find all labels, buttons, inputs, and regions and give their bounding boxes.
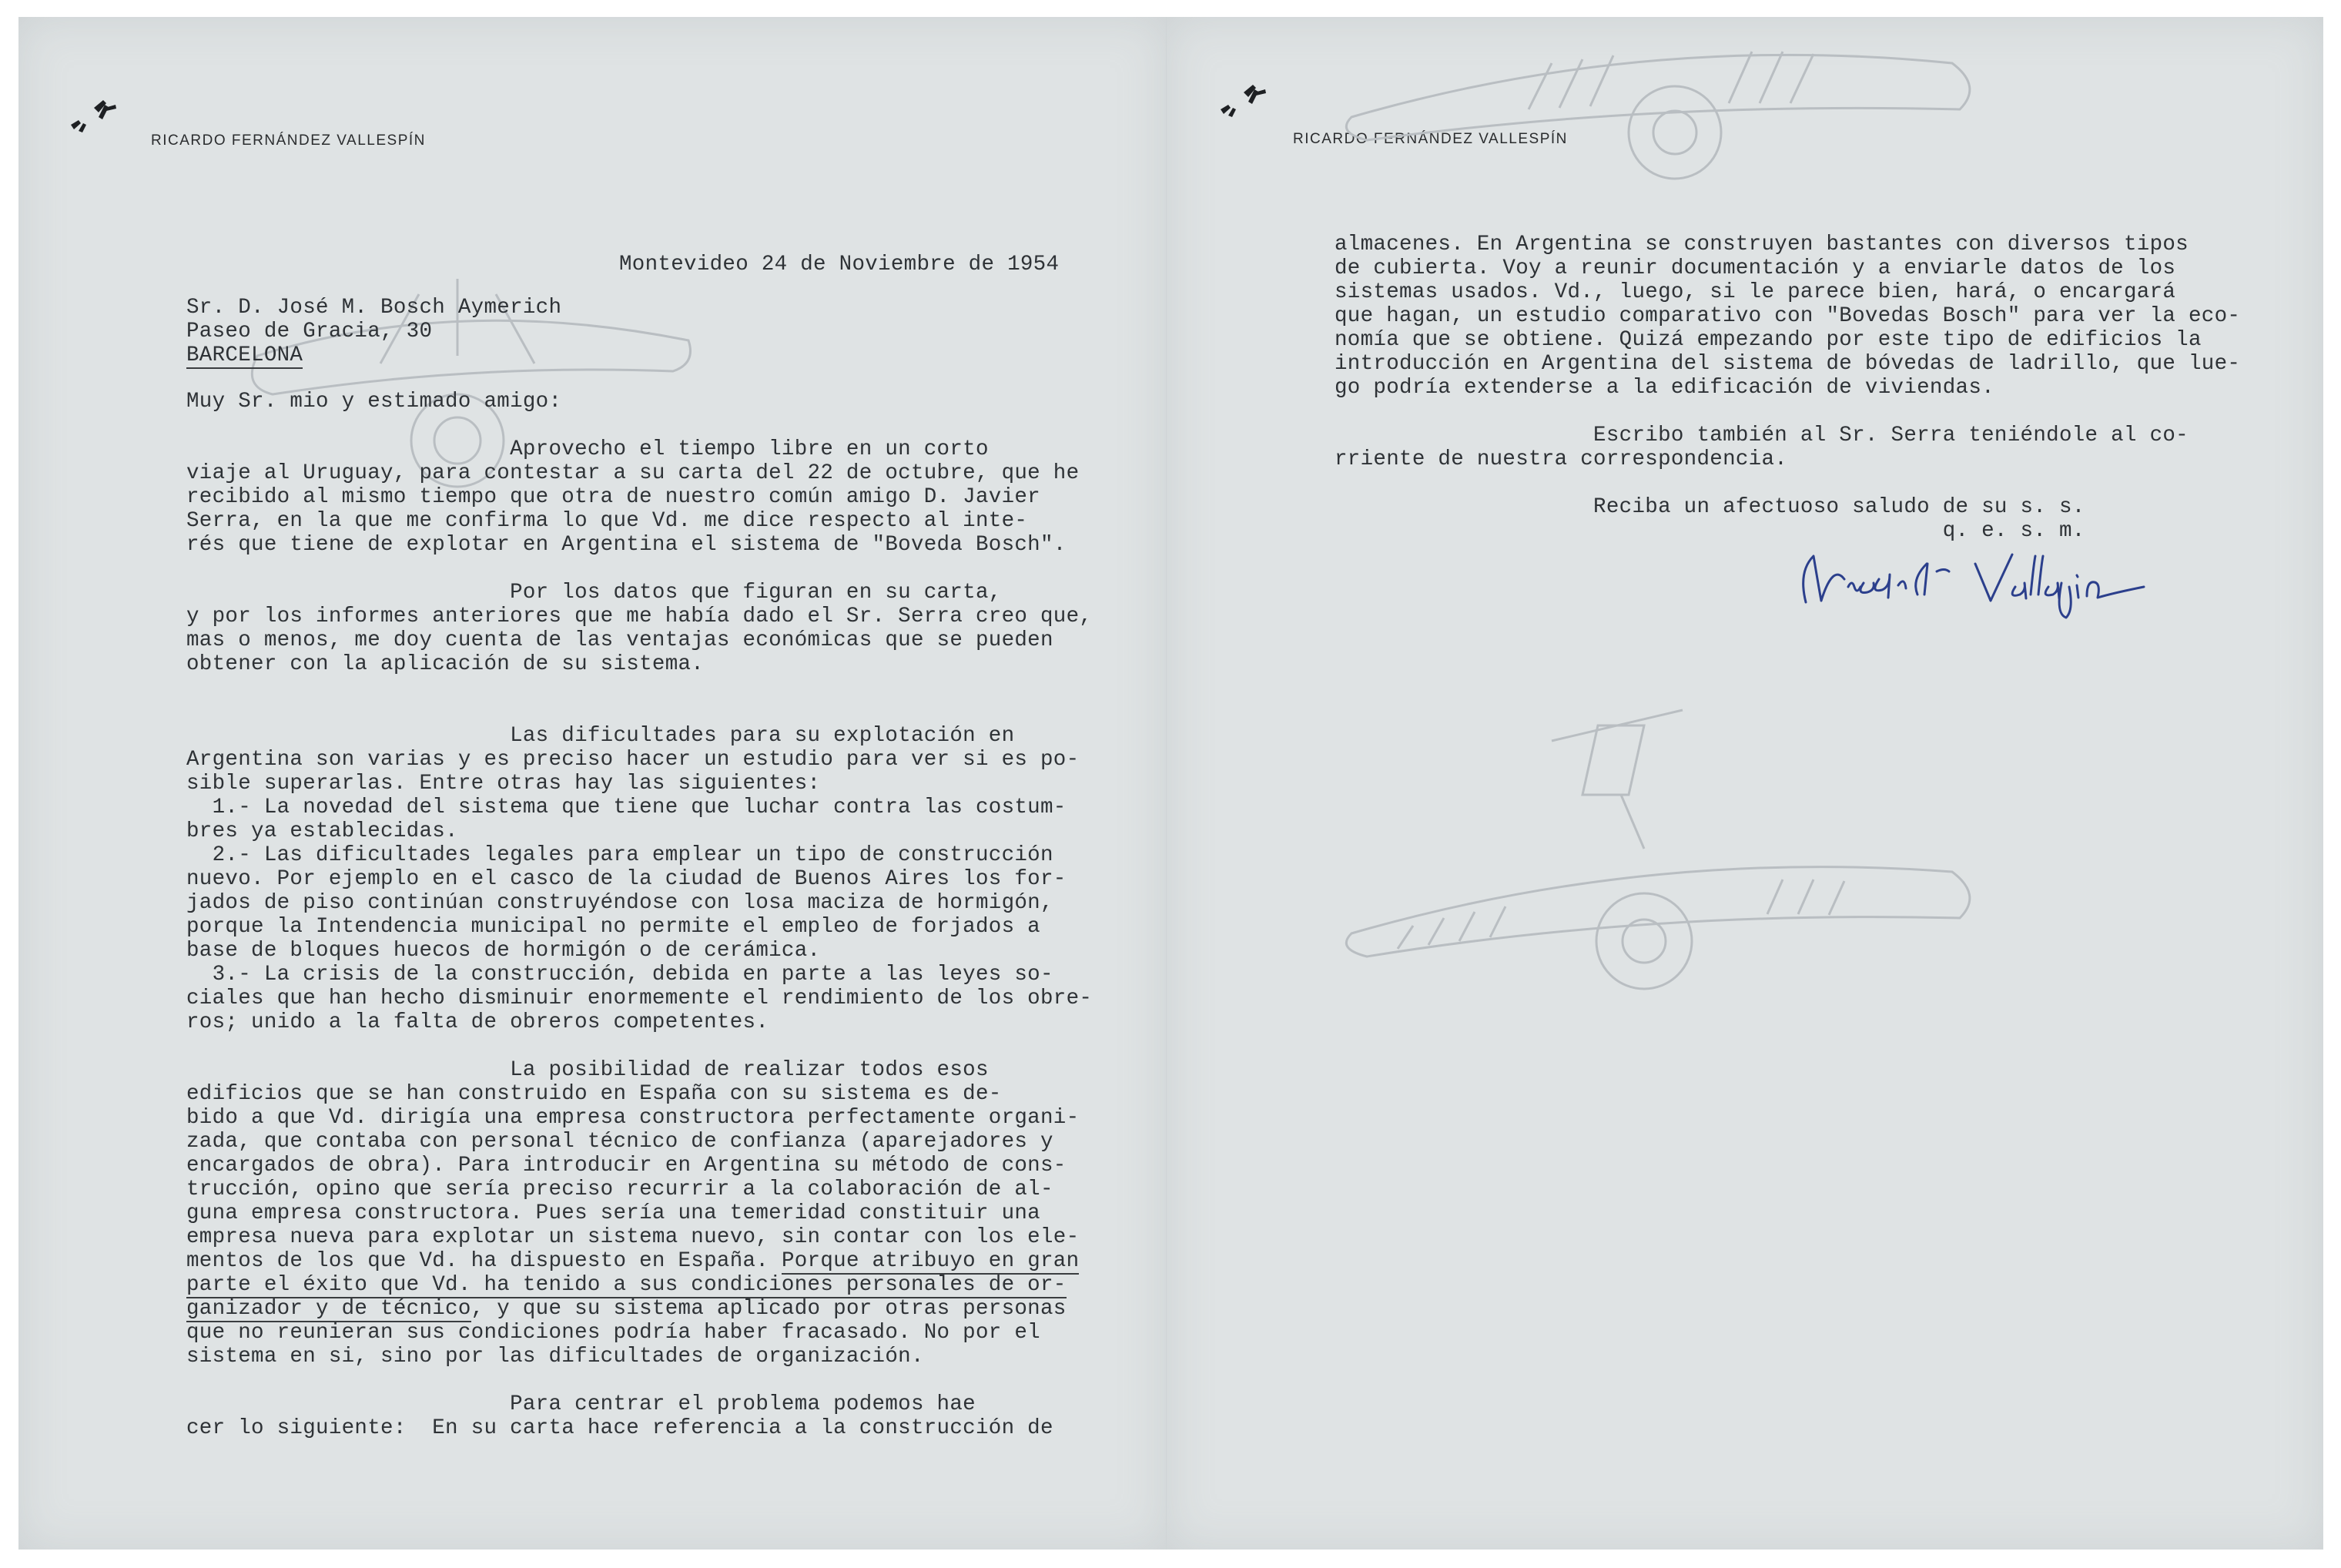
text-line: bido a que Vd. dirigía una empresa constructora perfectamente organi- xyxy=(186,1106,1080,1130)
salutation: Muy Sr. mio y estimado amigo: xyxy=(186,390,562,414)
text-line: Escribo también al Sr. Serra teniéndole al co- xyxy=(1335,424,2189,447)
text-line: ros; unido a la falta de obreros competentes. xyxy=(186,1010,769,1034)
text-line: viaje al Uruguay, para contestar a su carta del 22 de octubre, que he xyxy=(186,461,1080,485)
text-line: q. e. s. m. xyxy=(1335,519,2085,543)
text-line: sistema en si, sino por las dificultades de organización. xyxy=(186,1345,924,1369)
letter-page-2 xyxy=(1166,17,2323,1550)
recipient-line-2: Paseo de Gracia, 30 xyxy=(186,320,433,343)
text-line: jados de piso continúan construyéndose con losa maciza de hormigón, xyxy=(186,891,1053,915)
text-line: Las dificultades para su explotación en xyxy=(186,724,1015,748)
text-line: recibido al mismo tiempo que otra de nuestro común amigo D. Javier xyxy=(186,485,1040,509)
text-line: cer lo siguiente: En su carta hace referencia a la construcción de xyxy=(186,1416,1053,1440)
text-line: La posibilidad de realizar todos esos xyxy=(186,1058,989,1082)
text-line: edificios que se han construido en España con su sistema es de- xyxy=(186,1082,1002,1106)
text-line: de cubierta. Voy a reunir documentación y a enviarle datos de los xyxy=(1335,256,2176,280)
text-line: nomía que se obtiene. Quizá empezando por este tipo de edificios la xyxy=(1335,328,2202,352)
letter-page-1 xyxy=(18,17,1166,1550)
letterhead-name: RICARDO FERNÁNDEZ VALLESPÍN xyxy=(151,132,426,149)
text-line: introducción en Argentina del sistema de bóvedas de ladrillo, que lue- xyxy=(1335,352,2241,376)
text-line: sible superarlas. Entre otras hay las siguientes: xyxy=(186,772,821,796)
letterhead-logo-icon xyxy=(1214,69,1270,125)
text-line: bres ya establecidas. xyxy=(186,819,458,843)
text-line: que no reunieran sus condiciones podría haber fracasado. No por el xyxy=(186,1321,1040,1345)
text-line: Reciba un afectuoso saludo de su s. s. xyxy=(1335,495,2085,519)
text-line: Por los datos que figuran en su carta, xyxy=(186,581,1002,605)
text-line: porque la Intendencia municipal no permite el empleo de forjados a xyxy=(186,915,1040,939)
underlined-text: ganizador y de técnico xyxy=(186,1297,471,1321)
text-line: base de bloques huecos de hormigón o de cerámica. xyxy=(186,939,821,963)
text-line xyxy=(186,1273,1067,1297)
recipient-line-3 xyxy=(186,343,303,367)
text-line: Serra, en la que me confirma lo que Vd. me dice respecto al inte- xyxy=(186,509,1028,533)
text-line: rés que tiene de explotar en Argentina el sistema de "Boveda Bosch". xyxy=(186,533,1067,557)
text-line: encargados de obra). Para introducir en Argentina su método de cons- xyxy=(186,1154,1067,1178)
text-line: Argentina son varias y es preciso hacer un estudio para ver si es po- xyxy=(186,748,1080,772)
text-line: trucción, opino que sería preciso recurrir a la colaboración de al- xyxy=(186,1178,1053,1201)
letter-date: Montevideo 24 de Noviembre de 1954 xyxy=(619,253,1060,276)
text-line: ganizador y de técnico, y que su sistema aplicado por otras personas xyxy=(186,1297,1067,1321)
recipient-city: BARCELONA xyxy=(186,343,303,367)
text-line: sistemas usados. Vd., luego, si le parece bien, hará, o encargará xyxy=(1335,280,2176,304)
underlined-text: Porque atribuyo en gran xyxy=(781,1249,1080,1273)
text-line: 2.- Las dificultades legales para emplear un tipo de construcción xyxy=(186,843,1053,867)
text-line: mas o menos, me doy cuenta de las ventajas económicas que se pueden xyxy=(186,628,1053,652)
text-line: Para centrar el problema podemos hae xyxy=(186,1392,976,1416)
airplane-watermark-icon xyxy=(1321,17,2014,194)
letterhead-logo-icon xyxy=(65,85,120,140)
text-line: nuevo. Por ejemplo en el casco de la ciudad de Buenos Aires los for- xyxy=(186,867,1067,891)
text-line: rriente de nuestra correspondencia. xyxy=(1335,447,1788,471)
text-line: mentos de los que Vd. ha dispuesto en España. Porque atribuyo en gran xyxy=(186,1249,1080,1273)
text-line: que hagan, un estudio comparativo con "Bovedas Bosch" para ver la eco- xyxy=(1335,304,2241,328)
text-line: go podría extenderse a la edificación de viviendas. xyxy=(1335,376,1994,400)
text-line: guna empresa constructora. Pues sería una temeridad constituir una xyxy=(186,1201,1040,1225)
text-line: almacenes. En Argentina se construyen bastantes con diversos tipos xyxy=(1335,233,2189,256)
text-line: zada, que contaba con personal técnico de confianza (aparejadores y xyxy=(186,1130,1053,1154)
recipient-line-1: Sr. D. José M. Bosch Aymerich xyxy=(186,296,562,320)
text-line: y por los informes anteriores que me había dado el Sr. Serra creo que, xyxy=(186,605,1093,628)
airplane-watermark-icon xyxy=(1321,695,2014,1018)
text-line: Aprovecho el tiempo libre en un corto xyxy=(186,437,989,461)
text-line: obtener con la aplicación de su sistema. xyxy=(186,652,705,676)
handwritten-signature xyxy=(1790,541,2222,625)
text-line: 1.- La novedad del sistema que tiene que luchar contra las costum- xyxy=(186,796,1067,819)
text-line: 3.- La crisis de la construcción, debida en parte a las leyes so- xyxy=(186,963,1053,987)
text-line: empresa nueva para explotar un sistema nuevo, sin contar con los ele- xyxy=(186,1225,1080,1249)
text-line: ciales que han hecho disminuir enormemente el rendimiento de los obre- xyxy=(186,987,1093,1010)
letterhead-name: RICARDO FERNÁNDEZ VALLESPÍN xyxy=(1293,131,1568,147)
underlined-text: parte el éxito que Vd. ha tenido a sus condiciones personales de or- xyxy=(186,1273,1067,1297)
